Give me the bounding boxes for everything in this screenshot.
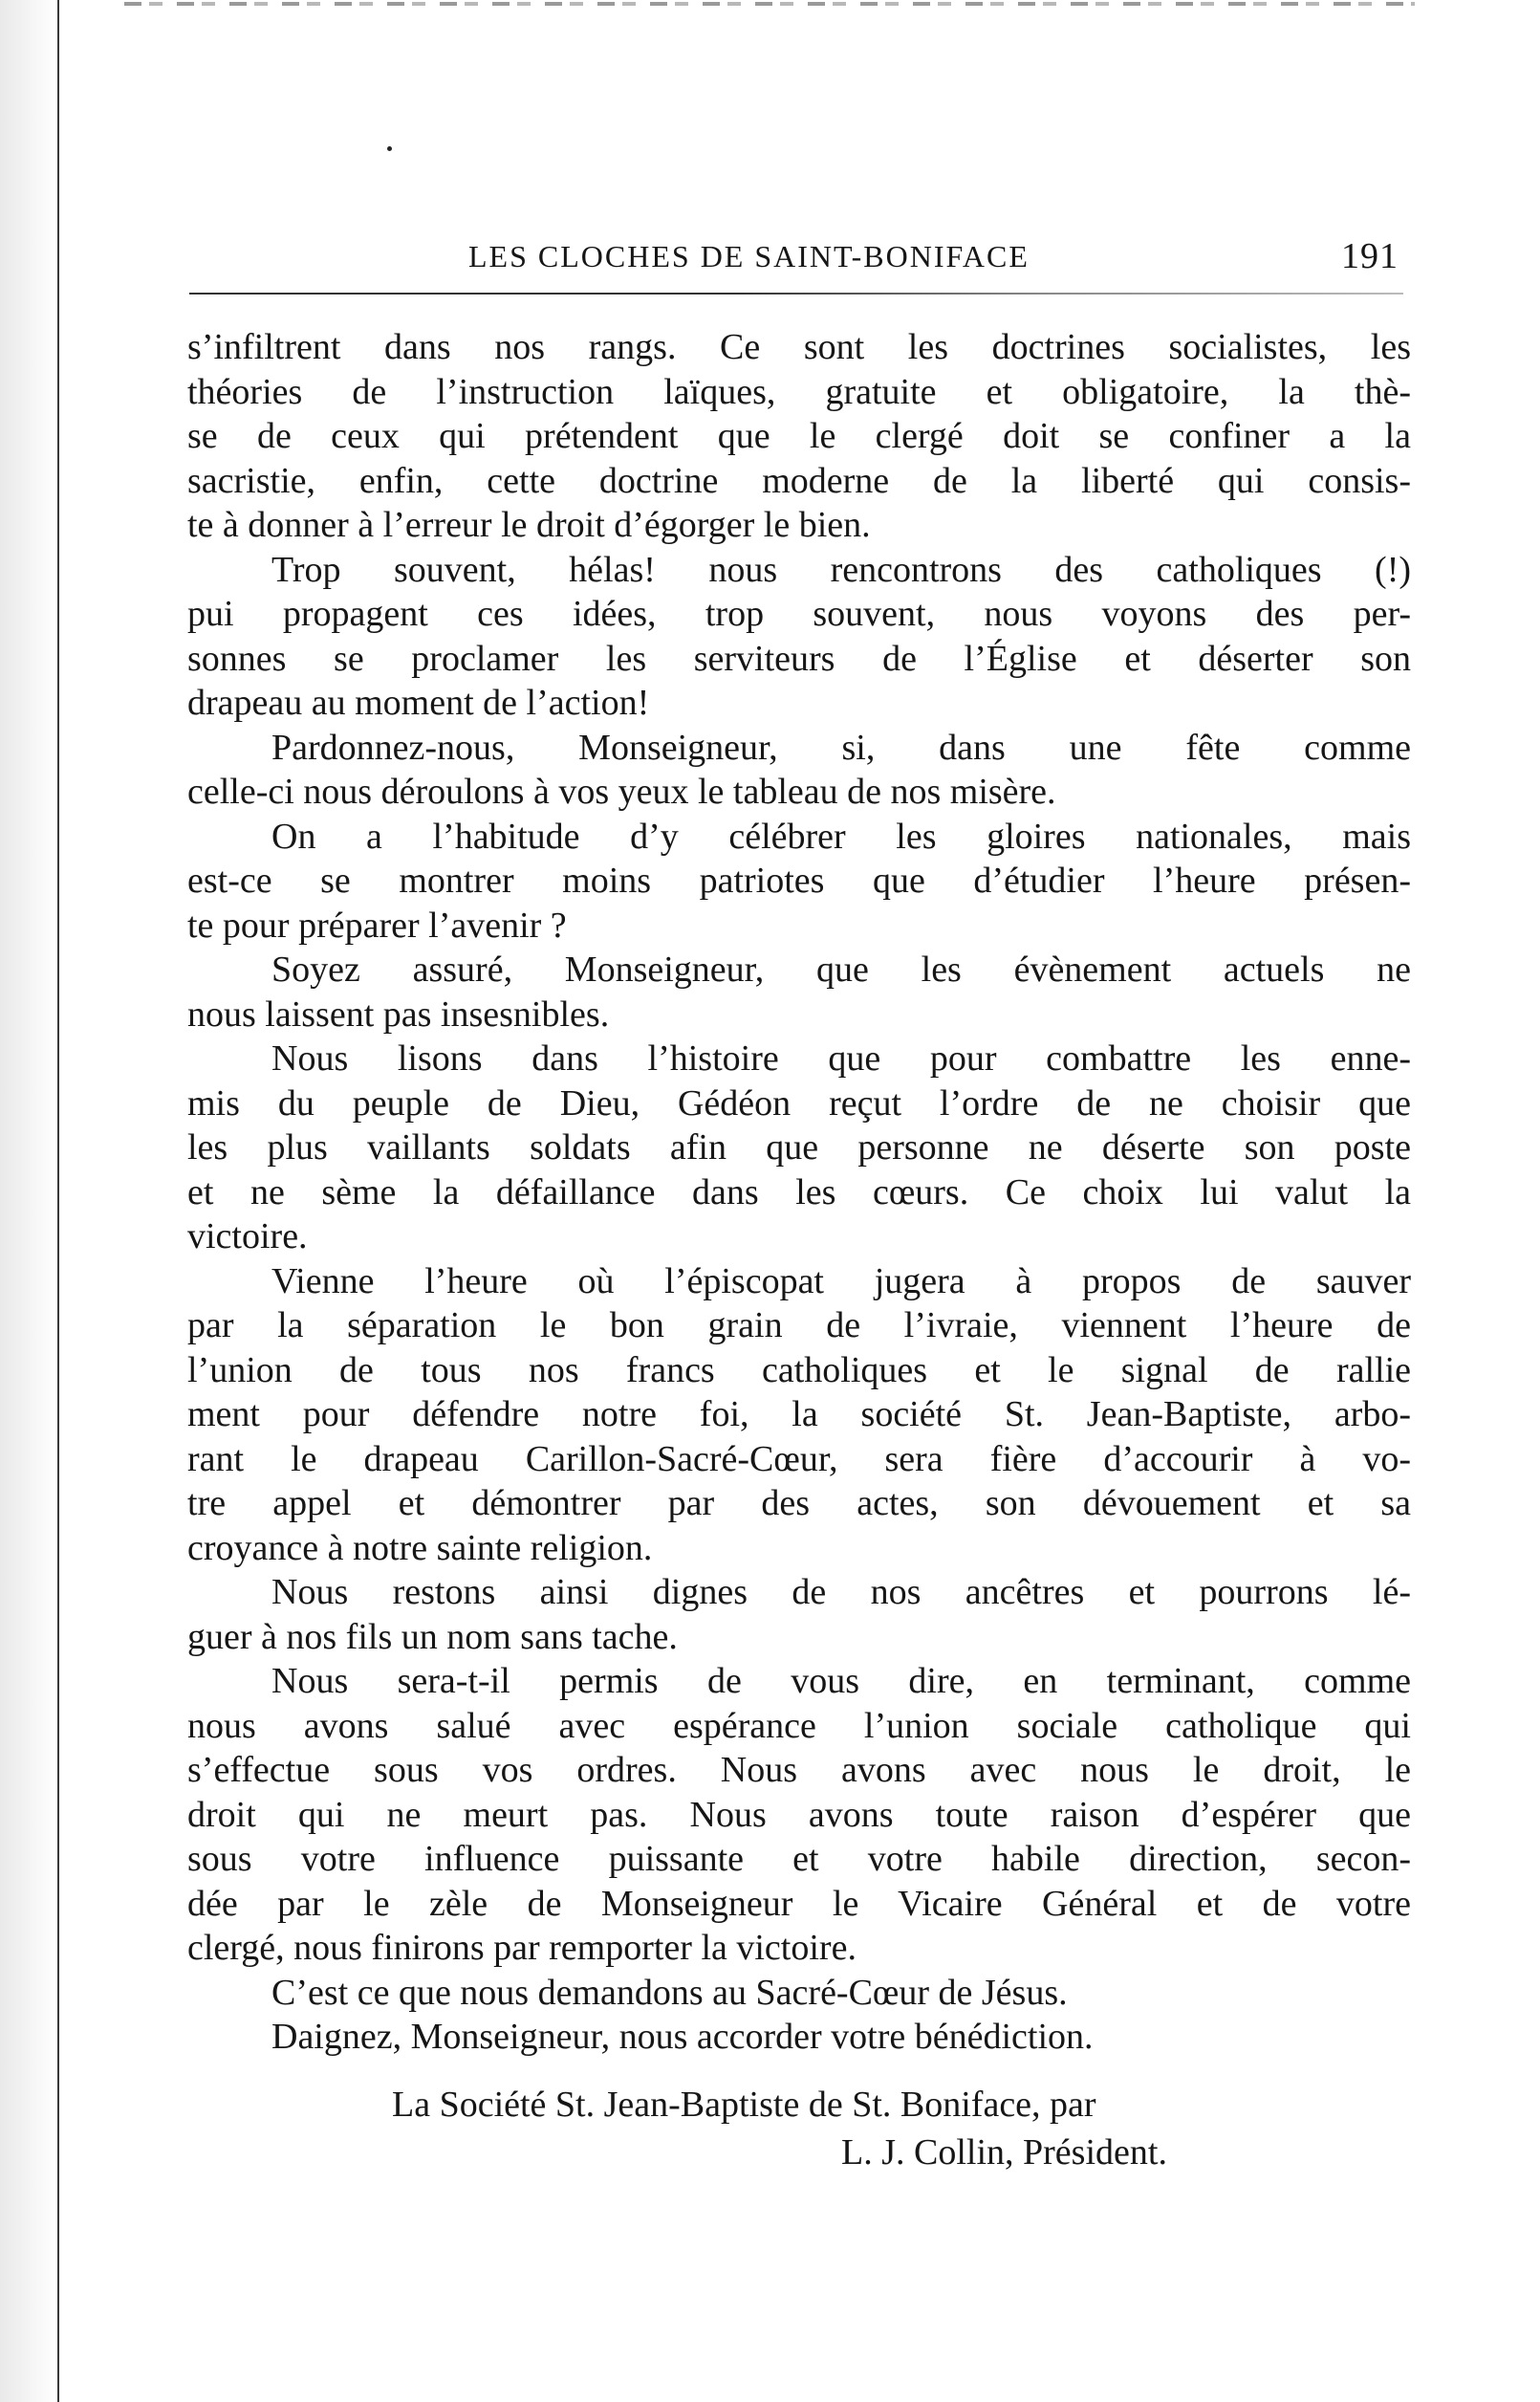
text-line: nous avons salué avec espérance l’union sociale catholique qui bbox=[187, 1705, 1411, 1746]
header-rule bbox=[189, 293, 1403, 295]
binding-shadow bbox=[0, 0, 57, 2402]
text-line: Soyez assuré, Monseigneur, que les évènement actuels ne bbox=[271, 950, 1411, 990]
text-line: et ne sème la défaillance dans les cœurs. Ce choix lui valut la bbox=[187, 1171, 1411, 1212]
text-line: rant le drapeau Carillon-Sacré-Cœur, sera fière d’accourir à vo- bbox=[187, 1438, 1411, 1479]
text-line: clergé, nous finirons par remporter la victoire. bbox=[187, 1928, 857, 1968]
page-number: 191 bbox=[1341, 236, 1399, 276]
text-line: par la séparation le bon grain de l’ivraie, viennent l’heure de bbox=[187, 1305, 1411, 1345]
body-text bbox=[187, 325, 1411, 2060]
ink-speck bbox=[387, 146, 392, 151]
text-line: Nous sera-t-il permis de vous dire, en terminant, comme bbox=[271, 1661, 1411, 1701]
text-line: se de ceux qui prétendent que le clergé doit se confiner a la bbox=[187, 416, 1411, 456]
text-line: Nous lisons dans l’histoire que pour combattre les enne- bbox=[271, 1038, 1411, 1079]
text-line: Daignez, Monseigneur, nous accorder votre bénédiction. bbox=[271, 2017, 1094, 2057]
signature-society: La Société St. Jean-Baptiste de St. Boniface, par bbox=[392, 2085, 1096, 2125]
text-line: te à donner à l’erreur le droit d’égorger le bien. bbox=[187, 505, 871, 545]
binding-edge bbox=[57, 0, 59, 2402]
text-line: nous laissent pas insesnibles. bbox=[187, 994, 610, 1035]
running-title: LES CLOCHES DE SAINT-BONIFACE bbox=[468, 239, 1030, 273]
text-line: s’effectue sous vos ordres. Nous avons avec nous le droit, le bbox=[187, 1750, 1411, 1790]
text-line: mis du peuple de Dieu, Gédéon reçut l’ordre de ne choisir que bbox=[187, 1082, 1411, 1124]
text-line: te pour préparer l’avenir ? bbox=[187, 905, 567, 946]
text-line: Nous restons ainsi dignes de nos ancêtres et pourrons lé- bbox=[271, 1572, 1411, 1612]
signature-block bbox=[392, 2081, 1167, 2176]
text-line: sacristie, enfin, cette doctrine moderne de la liberté qui consis- bbox=[187, 460, 1411, 501]
text-line: celle-ci nous déroulons à vos yeux le tableau de nos misère. bbox=[187, 772, 1056, 812]
scan-artifact bbox=[124, 2, 1415, 6]
text-line: sonnes se proclamer les serviteurs de l’Église et déserter son bbox=[187, 638, 1411, 679]
text-line: guer à nos fils un nom sans tache. bbox=[187, 1616, 678, 1657]
text-line: droit qui ne meurt pas. Nous avons toute raison d’espérer que bbox=[187, 1794, 1411, 1835]
text-line: croyance à notre sainte religion. bbox=[187, 1527, 653, 1568]
text-line: théories de l’instruction laïques, gratuite et obligatoire, la thè- bbox=[187, 371, 1411, 412]
text-line: ment pour défendre notre foi, la société St. Jean-Baptiste, arbo- bbox=[187, 1394, 1411, 1434]
text-line: sous votre influence puissante et votre habile direction, secon- bbox=[187, 1839, 1411, 1879]
text-line: On a l’habitude d’y célébrer les gloires nationales, mais bbox=[271, 816, 1411, 857]
text-line: Trop souvent, hélas! nous rencontrons des catholiques (!) bbox=[271, 549, 1411, 590]
text-line: drapeau au moment de l’action! bbox=[187, 683, 650, 723]
text-line: C’est ce que nous demandons au Sacré-Cœur de Jésus. bbox=[271, 1972, 1068, 2013]
text-line: s’infiltrent dans nos rangs. Ce sont les doctrines socialistes, les bbox=[187, 327, 1411, 367]
text-line: est-ce se montrer moins patriotes que d’étudier l’heure présen- bbox=[187, 861, 1411, 901]
text-line: tre appel et démontrer par des actes, son dévouement et sa bbox=[187, 1483, 1411, 1523]
text-line: l’union de tous nos francs catholiques et le signal de rallie bbox=[187, 1349, 1411, 1390]
text-line: Vienne l’heure où l’épiscopat jugera à propos de sauver bbox=[271, 1260, 1411, 1301]
signature-name: L. J. Collin, Président. bbox=[841, 2132, 1167, 2173]
text-line: victoire. bbox=[187, 1216, 308, 1256]
text-line: dée par le zèle de Monseigneur le Vicaire Général et de votre bbox=[187, 1883, 1411, 1924]
text-line: pui propagent ces idées, trop souvent, nous voyons des per- bbox=[187, 594, 1411, 634]
text-line: les plus vaillants soldats afin que personne ne déserte son poste bbox=[187, 1127, 1411, 1168]
text-line: Pardonnez-nous, Monseigneur, si, dans une fête comme bbox=[271, 727, 1411, 768]
